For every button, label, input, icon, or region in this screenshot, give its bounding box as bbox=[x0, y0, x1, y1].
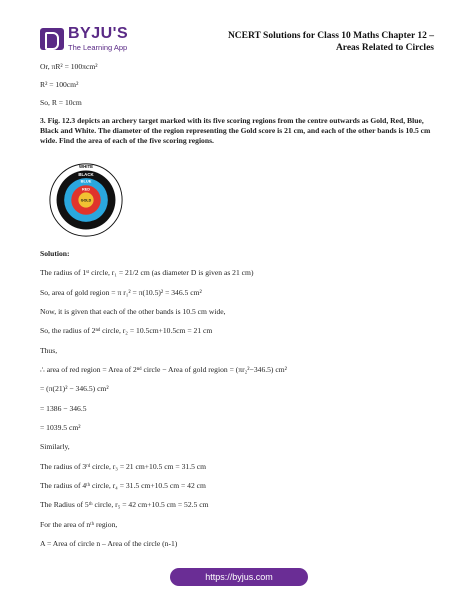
footer-link-button[interactable]: https://byjus.com bbox=[170, 568, 308, 586]
blue-label: BLUE bbox=[80, 178, 92, 184]
solution-line: Similarly, bbox=[40, 442, 70, 451]
solution-line: ∴ area of red region = Area of 2ⁿᵈ circle − Area of gold region = (πr₂²−346.5) cm² bbox=[40, 365, 287, 374]
solution-line: The radius of 3ʳᵈ circle, r₃ = 21 cm+10.5 cm = 31.5 cm bbox=[40, 462, 207, 471]
solution-line: = (π(21)² − 346.5) cm² bbox=[40, 384, 109, 393]
solution-line: = 1386 − 346.5 bbox=[40, 404, 87, 413]
byjus-logo bbox=[40, 26, 128, 52]
solution-line: So, the radius of 2ⁿᵈ circle, r₂ = 10.5cm+10.5cm = 21 cm bbox=[40, 326, 213, 335]
solution-line: = 1039.5 cm² bbox=[40, 423, 81, 432]
solution-line: The radius of 4ᵗʰ circle, r₄ = 31.5 cm+10.5 cm = 42 cm bbox=[40, 481, 206, 490]
solution-line: Thus, bbox=[40, 346, 58, 355]
solution-line: For the area of nᵗʰ region, bbox=[40, 520, 118, 529]
gold-label: GOLD bbox=[80, 198, 92, 203]
question-text: 3. Fig. 12.3 depicts an archery target marked with its five scoring regions from the centre outwards as Gold, Red, Blue, Black and White. The diameter of the region representing the Gold score is 21 cm, and each of the other bands is 10.5 cm wide. Find the area of each of the five scoring regions. bbox=[40, 116, 431, 145]
solution-line: Now, it is given that each of the other bands is 10.5 cm wide, bbox=[40, 307, 226, 316]
black-label: BLACK bbox=[78, 171, 94, 177]
solution-line: The Radius of 5ᵗʰ circle, r₅ = 42 cm+10.5 cm = 52.5 cm bbox=[40, 500, 209, 509]
equation-line: Or, πR² = 100πcm² bbox=[40, 62, 98, 71]
red-label: RED bbox=[81, 187, 91, 192]
logo-tagline: The Learning App bbox=[68, 43, 128, 52]
logo-name: BYJU'S bbox=[68, 25, 129, 42]
solution-line: So, area of gold region = π r₁² = π(10.5)² = 346.5 cm² bbox=[40, 288, 202, 297]
byjus-logo-icon bbox=[40, 28, 64, 50]
page-header-title bbox=[184, 30, 434, 54]
header-title-line-1: NCERT Solutions for Class 10 Maths Chapter 12 – bbox=[227, 31, 434, 41]
solution-heading: Solution: bbox=[40, 249, 70, 258]
archery-target-figure bbox=[48, 162, 124, 238]
header-title-line-2: Areas Related to Circles bbox=[335, 43, 434, 53]
solution-line: A = Area of circle n – Area of the circle (n-1) bbox=[40, 539, 178, 548]
solution-line: The radius of 1ˢᵗ circle, r₁ = 21/2 cm (as diameter D is given as 21 cm) bbox=[40, 268, 254, 277]
white-label: WHITE bbox=[78, 164, 94, 170]
equation-line: R² = 100cm² bbox=[40, 80, 79, 89]
equation-line: So, R = 10cm bbox=[40, 98, 82, 107]
